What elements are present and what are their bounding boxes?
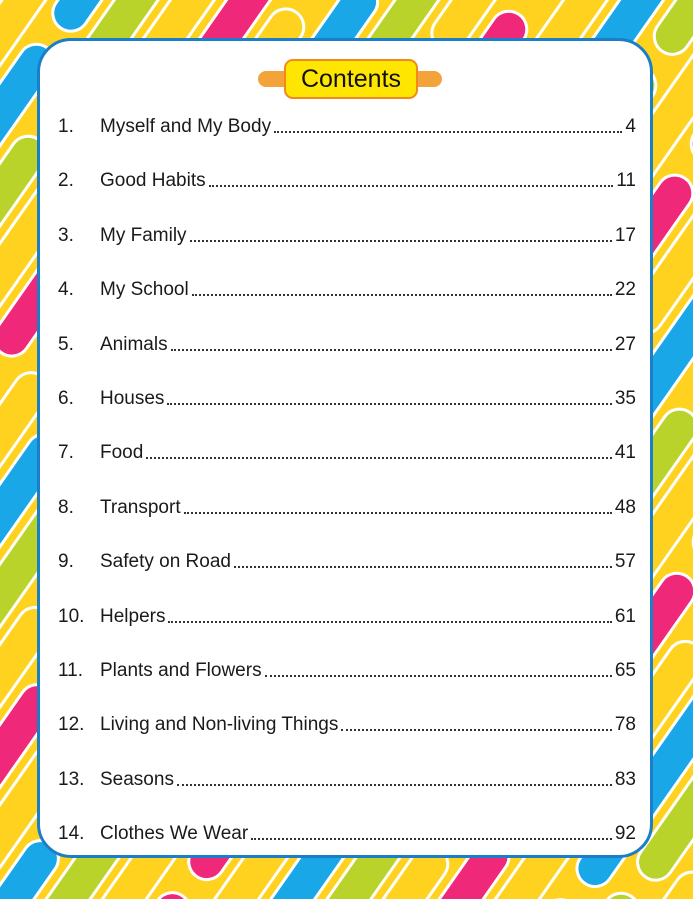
toc-entry-title: Living and Non-living Things [100, 714, 339, 736]
toc-entry-page-number: 83 [614, 768, 636, 790]
toc-entry-number: 4. [58, 279, 74, 301]
toc-entry-page-number: 17 [614, 224, 636, 246]
toc-entry-number: 7. [58, 442, 74, 464]
toc-entry-number: 8. [58, 496, 74, 518]
toc-entry [58, 272, 636, 302]
toc-entry-title: My School [100, 279, 189, 301]
toc-entry-number: 5. [58, 333, 74, 355]
dot-leader [341, 729, 612, 731]
dot-leader [274, 131, 622, 133]
toc-entry [58, 816, 636, 846]
toc-entry-number: 13. [58, 768, 85, 790]
toc-entry-title: Helpers [100, 605, 166, 627]
toc-entry-title: Good Habits [100, 170, 206, 192]
toc-entry-page-number: 27 [614, 333, 636, 355]
toc-entry-title: Seasons [100, 768, 174, 790]
toc-entry-number: 14. [58, 823, 85, 845]
toc-entry [58, 381, 636, 411]
page-title: Contents [284, 59, 418, 99]
dot-leader [209, 185, 614, 187]
toc-entry-page-number: 22 [614, 279, 636, 301]
toc-entry-title: Transport [100, 496, 181, 518]
dot-leader [265, 675, 612, 677]
toc-entry-page-number: 4 [625, 116, 636, 137]
dot-leader [167, 403, 611, 405]
dot-leader [177, 784, 612, 786]
dot-leader [184, 512, 612, 514]
toc-entry-page-number: 35 [614, 388, 636, 409]
toc-entry-title: Plants and Flowers [100, 660, 262, 681]
toc-entry-number: 1. [58, 116, 74, 137]
toc-entry [58, 544, 636, 574]
dot-leader [168, 621, 611, 623]
toc-entry-title: Food [100, 442, 144, 464]
toc-entry-page-number: 65 [614, 660, 636, 681]
toc-entry [58, 163, 636, 193]
dot-leader [192, 294, 612, 296]
toc-entry-title: My Family [100, 224, 187, 246]
toc-entry-number: 10. [58, 605, 85, 627]
dot-leader [234, 566, 612, 568]
toc-entry-number: 6. [58, 388, 74, 409]
toc-entry [58, 653, 636, 683]
dot-leader [190, 240, 612, 242]
toc-entry-page-number: 41 [614, 442, 636, 464]
toc-entry-title: Houses [100, 388, 165, 409]
toc-entry-number: 2. [58, 170, 74, 192]
toc-entry [58, 490, 636, 520]
toc-entry-page-number: 78 [614, 714, 636, 736]
toc-entry [58, 435, 636, 465]
toc-entry-page-number: 92 [614, 823, 636, 845]
toc-entry [58, 109, 636, 139]
toc-entry [58, 762, 636, 792]
dot-leader [251, 838, 612, 840]
dot-leader [146, 457, 612, 459]
toc-entry-page-number: 48 [614, 496, 636, 518]
toc-entry [58, 707, 636, 737]
toc-entry-number: 11. [58, 660, 84, 681]
toc-entry [58, 599, 636, 629]
toc-entry [58, 218, 636, 248]
toc-entry [58, 327, 636, 357]
toc-entry-page-number: 11 [616, 170, 636, 192]
toc-entry-number: 3. [58, 224, 74, 246]
toc-entry-number: 9. [58, 551, 74, 573]
toc-entry-number: 12. [58, 714, 85, 736]
toc-entry-title: Animals [100, 333, 168, 355]
toc-entry-page-number: 57 [614, 551, 636, 573]
toc-entry-title: Safety on Road [100, 551, 231, 573]
toc-entry-title: Myself and My Body [100, 116, 272, 137]
toc-entry-page-number: 61 [614, 605, 636, 627]
dot-leader [171, 349, 612, 351]
title-banner [40, 59, 650, 99]
contents-card [37, 38, 653, 858]
toc-entry-title: Clothes We Wear [100, 823, 249, 845]
